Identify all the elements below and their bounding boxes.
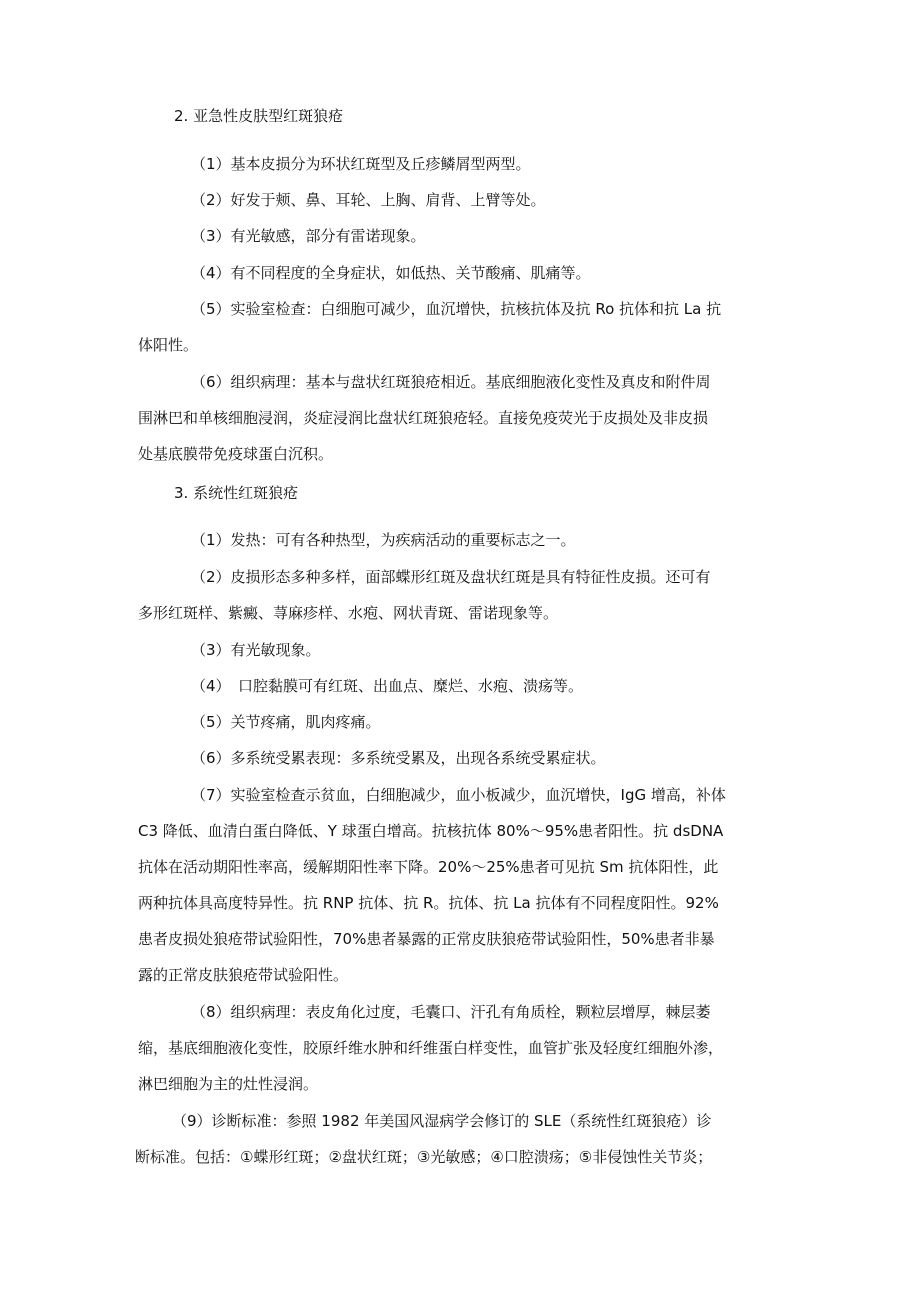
- paragraph-line: （6）组织病理：基本与盘状红斑狼疮相近。基底细胞液化变性及真皮和附件周: [191, 373, 711, 391]
- paragraph-line: （2）好发于颊、鼻、耳轮、上胸、肩背、上臂等处。: [191, 191, 546, 209]
- paragraph-line: 淋巴细胞为主的灶性浸润。: [138, 1075, 319, 1093]
- paragraph-line: （1）基本皮损分为环状红斑型及丘疹鳞屑型两型。: [191, 155, 531, 173]
- paragraph-line: （1）发热：可有各种热型，为疾病活动的重要标志之一。: [191, 531, 576, 549]
- paragraph-line: （2）皮损形态多种多样，面部蝶形红斑及盘状红斑是具有特征性皮损。还可有: [191, 568, 711, 586]
- paragraph-line: 断标准。包括：①蝶形红斑；②盘状红斑；③光敏感；④口腔溃疡；⑤非侵蚀性关节炎；: [135, 1148, 713, 1166]
- paragraph-line: （5）实验室检查：白细胞可减少，血沉增快，抗核抗体及抗 Ro 抗体和抗 La 抗: [191, 300, 722, 318]
- paragraph-line: 患者皮损处狼疮带试验阳性，70%患者暴露的正常皮肤狼疮带试验阳性，50%患者非暴: [138, 930, 715, 948]
- paragraph-line: 体阳性。: [138, 336, 199, 354]
- paragraph-line: （6）多系统受累表现：多系统受累及，出现各系统受累症状。: [191, 749, 606, 767]
- paragraph-line: 露的正常皮肤狼疮带试验阳性。: [138, 966, 349, 984]
- paragraph-line: （4） 口腔黏膜可有红斑、出血点、糜烂、水疱、溃疡等。: [191, 677, 584, 695]
- paragraph-line: （8）组织病理：表皮角化过度，毛囊口、汗孔有角质栓，颗粒层增厚，棘层萎: [191, 1003, 711, 1021]
- section-heading-3: 3. 系统性红斑狼疮: [174, 484, 299, 502]
- paragraph-line: （9）诊断标准：参照 1982 年美国风湿病学会修订的 SLE（系统性红斑狼疮）诊: [172, 1112, 712, 1130]
- paragraph-line: 处基底膜带免疫球蛋白沉积。: [138, 445, 334, 463]
- paragraph-line: （7）实验室检查示贫血，白细胞减少，血小板减少，血沉增快，IgG 增高，补体: [191, 786, 726, 804]
- paragraph-line: 抗体在活动期阳性率高，缓解期阳性率下降。20%～25%患者可见抗 Sm 抗体阳性，此: [138, 858, 719, 876]
- paragraph-line: （4）有不同程度的全身症状，如低热、关节酸痛、肌痛等。: [191, 264, 591, 282]
- paragraph-line: 缩，基底细胞液化变性，胶原纤维水肿和纤维蛋白样变性，血管扩张及轻度红细胞外渗，: [138, 1039, 724, 1057]
- paragraph-line: 多形红斑样、紫癜、荨麻疹样、水疱、网状青斑、雷诺现象等。: [138, 604, 559, 622]
- paragraph-line: （3）有光敏现象。: [191, 641, 321, 659]
- paragraph-line: 两种抗体具高度特异性。抗 RNP 抗体、抗 R。抗体、抗 La 抗体有不同程度阳性。92%: [138, 894, 719, 912]
- section-heading-2: 2. 亚急性皮肤型红斑狼疮: [174, 107, 344, 125]
- paragraph-line: 围淋巴和单核细胞浸润，炎症浸润比盘状红斑狼疮轻。直接免疫荧光于皮损处及非皮损: [138, 409, 709, 427]
- paragraph-line: （5）关节疼痛，肌肉疼痛。: [191, 713, 381, 731]
- paragraph-line: C3 降低、血清白蛋白降低、Y 球蛋白增高。抗核抗体 80%～95%患者阳性。抗 dsDNA: [138, 822, 724, 840]
- paragraph-line: （3）有光敏感，部分有雷诺现象。: [191, 227, 426, 245]
